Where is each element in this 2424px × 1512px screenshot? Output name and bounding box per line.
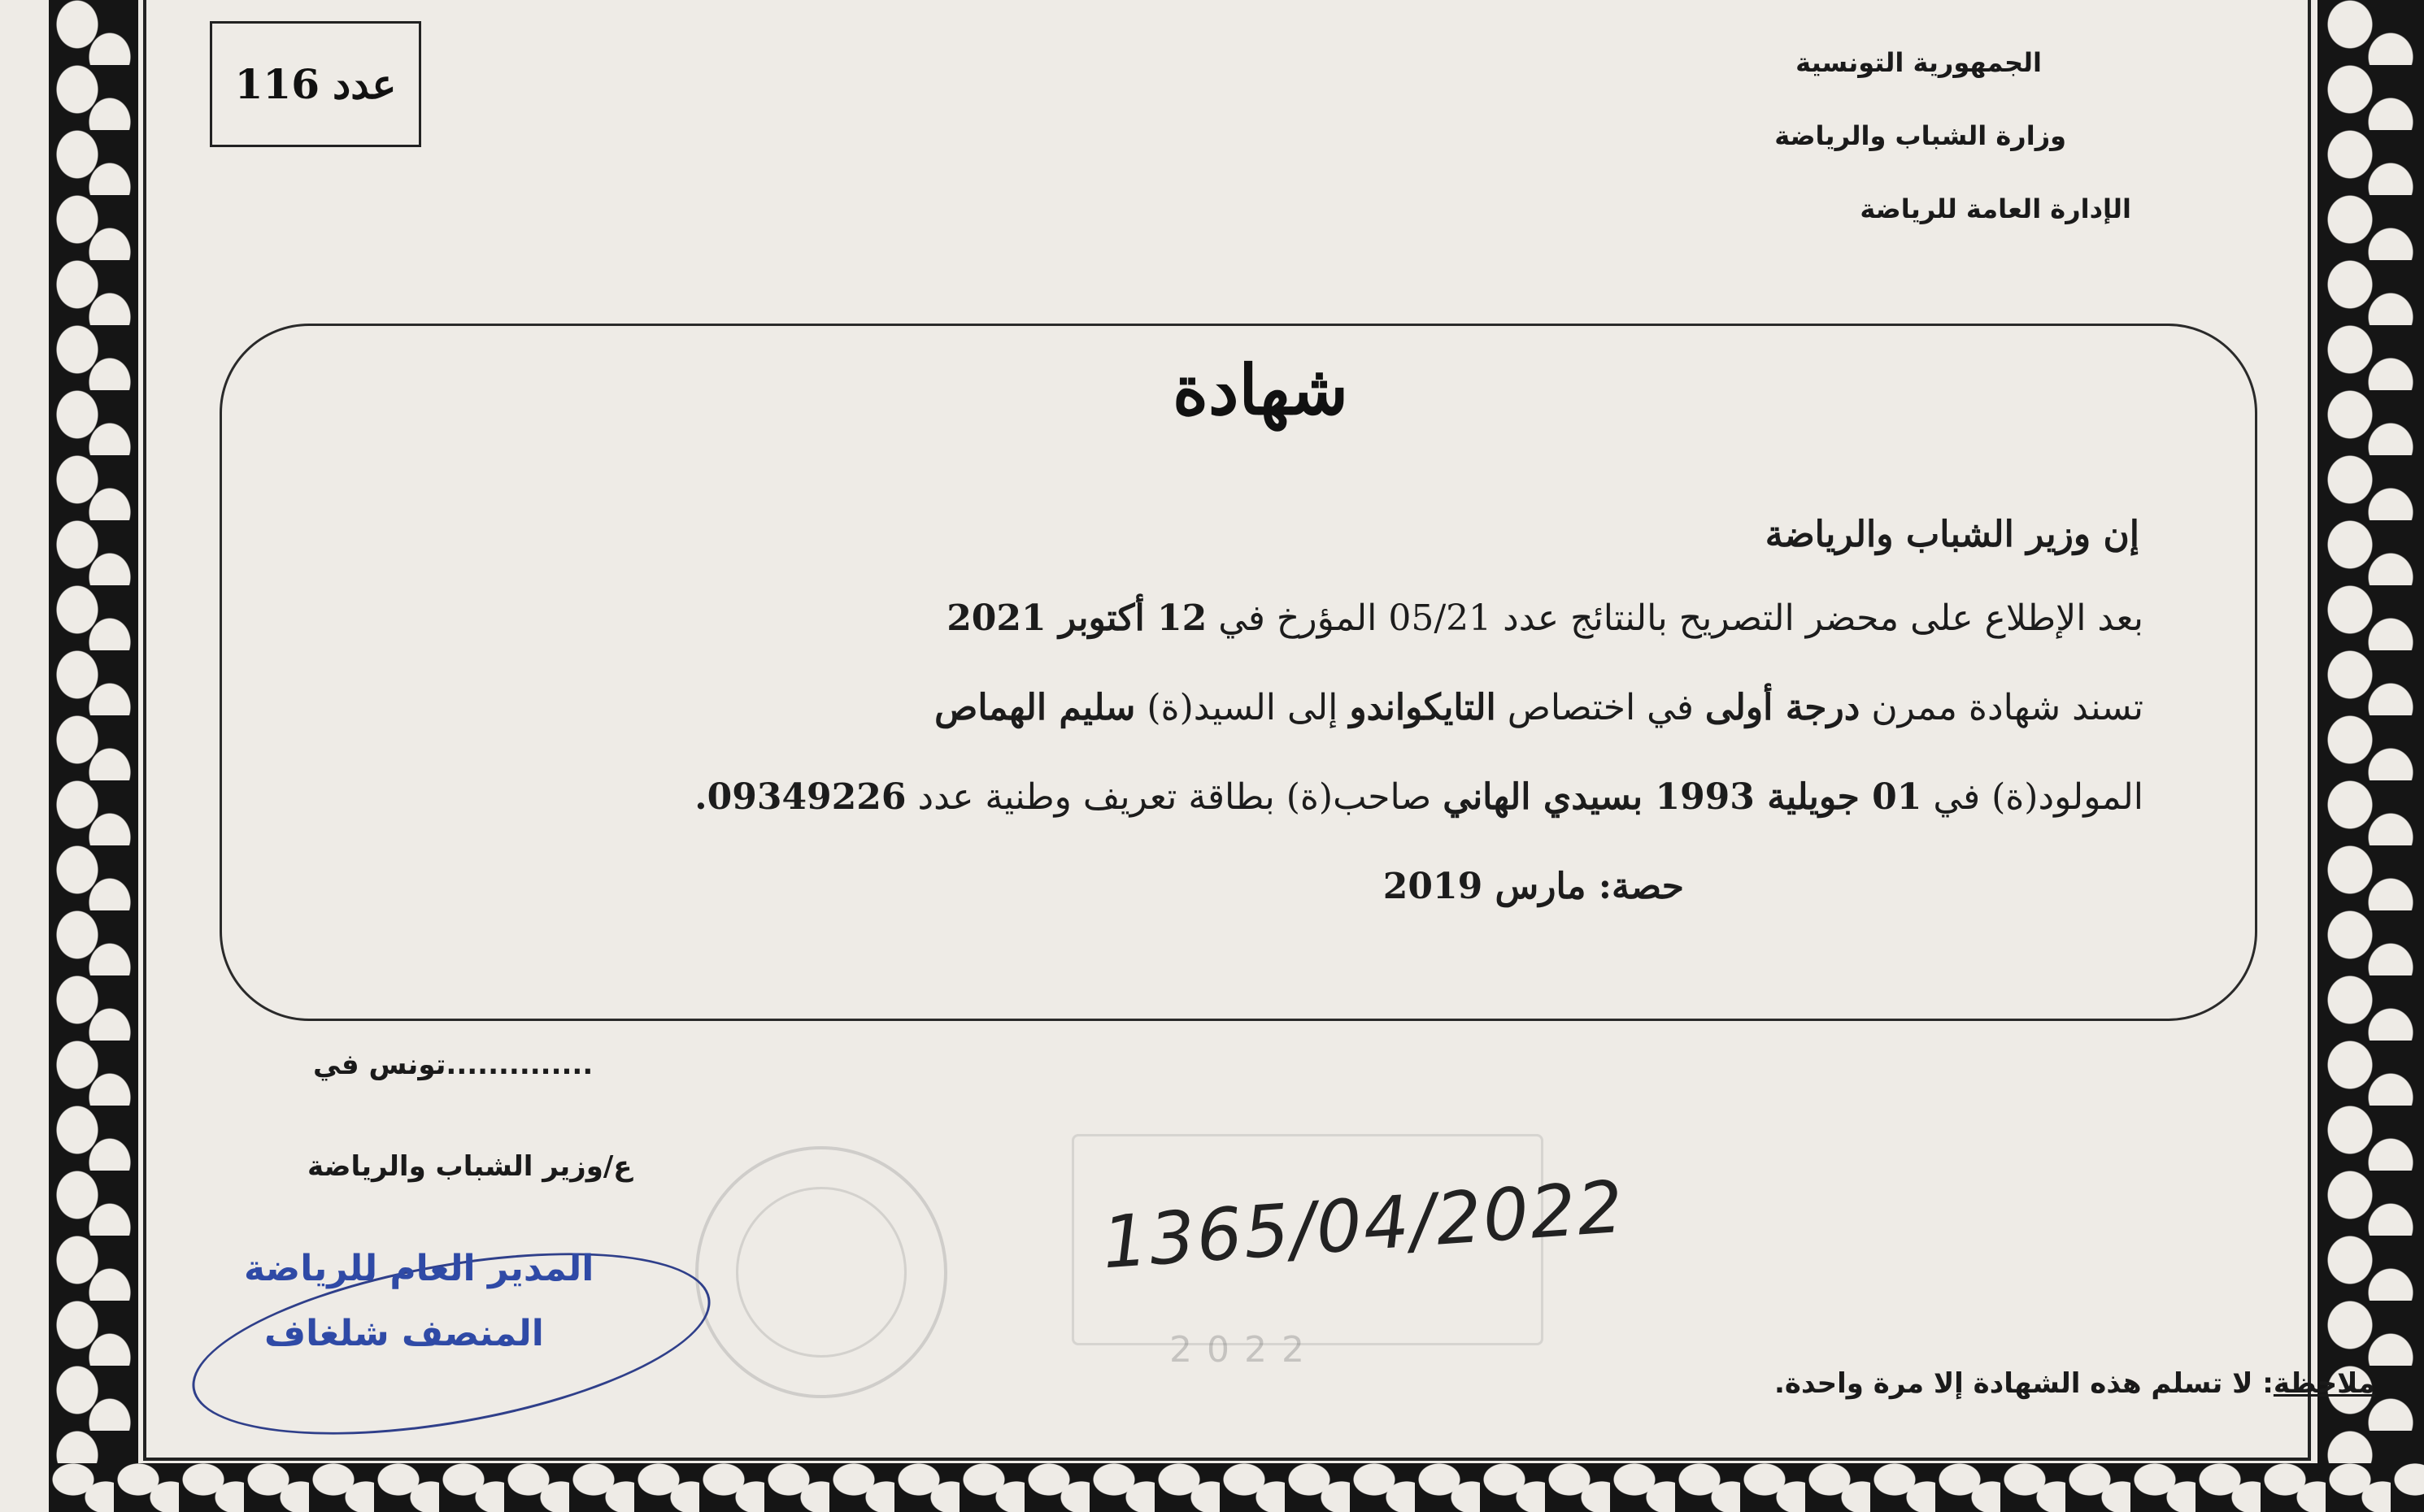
body-line-3-text: تسند شهادة ممرن xyxy=(1860,687,2143,728)
note xyxy=(1774,1367,2375,1400)
stamp-year: 2022 xyxy=(1169,1329,1319,1371)
number-value: 116 xyxy=(234,60,320,108)
signatory-name: المنصف شلغاف xyxy=(264,1313,544,1354)
inner-frame-line xyxy=(143,0,146,1459)
certificate-number-box xyxy=(210,21,421,147)
body-line-5 xyxy=(1383,866,1684,907)
signatory-title: المدير العام للرياضة xyxy=(244,1248,594,1289)
right-ornamental-border xyxy=(2317,0,2424,1512)
body-line-4-text: المولود(ة) في xyxy=(1921,776,2143,818)
decision-date: 12 أكتوبر 2021 xyxy=(947,597,1208,639)
note-label: ملاحظة xyxy=(2273,1367,2375,1400)
number-label: عدد xyxy=(333,60,397,108)
directorate-heading: الإدارة العامة للرياضة xyxy=(1860,193,2131,224)
bottom-ornamental-border xyxy=(49,1463,2424,1512)
body-line-3-text: إلى السيد(ة) xyxy=(1135,687,1350,728)
grade: درجة أولى xyxy=(1704,687,1860,728)
sport: التايكواندو xyxy=(1349,687,1496,728)
national-id: 09349226. xyxy=(694,776,907,818)
note-text: : لا تسلم هذه الشهادة إلا مرة واحدة. xyxy=(1774,1367,2274,1400)
session-label: حصة: xyxy=(1586,866,1684,907)
inner-frame-line xyxy=(143,1458,2311,1461)
ministry-heading: وزارة الشباب والرياضة xyxy=(1774,120,2066,151)
birth-place: بسيدي الهاني xyxy=(1443,776,1656,818)
body-line-3 xyxy=(934,687,2143,728)
body-line-2 xyxy=(947,597,2143,639)
left-ornamental-border xyxy=(49,0,138,1512)
body-line-3-text: في اختصاص xyxy=(1495,687,1705,728)
minister-signatory: ع/وزير الشباب والرياضة xyxy=(307,1150,633,1183)
republic-heading: الجمهورية التونسية xyxy=(1795,47,2042,78)
body-line-4-text: صاحب(ة) بطاقة تعريف وطنية عدد xyxy=(906,776,1443,818)
session-value: مارس 2019 xyxy=(1382,866,1586,907)
body-line-4 xyxy=(694,776,2143,818)
birth-date: 01 جويلية 1993 xyxy=(1655,776,1922,818)
handwritten-reference: 1365/04/2022 xyxy=(1099,1164,1627,1285)
official-seal-inner xyxy=(736,1187,907,1358)
inner-frame-line xyxy=(2308,0,2311,1459)
body-line-2-text: بعد الإطلاع على محضر التصريح بالنتائج عدد 05/21 المؤرخ في xyxy=(1207,597,2143,639)
holder-name: سليم الهماص xyxy=(934,687,1136,728)
certificate-title: شهادة xyxy=(1172,350,1349,430)
body-line-1: إن وزير الشباب والرياضة xyxy=(1765,514,2139,555)
place-date-line: تونس في.............. xyxy=(313,1049,594,1081)
